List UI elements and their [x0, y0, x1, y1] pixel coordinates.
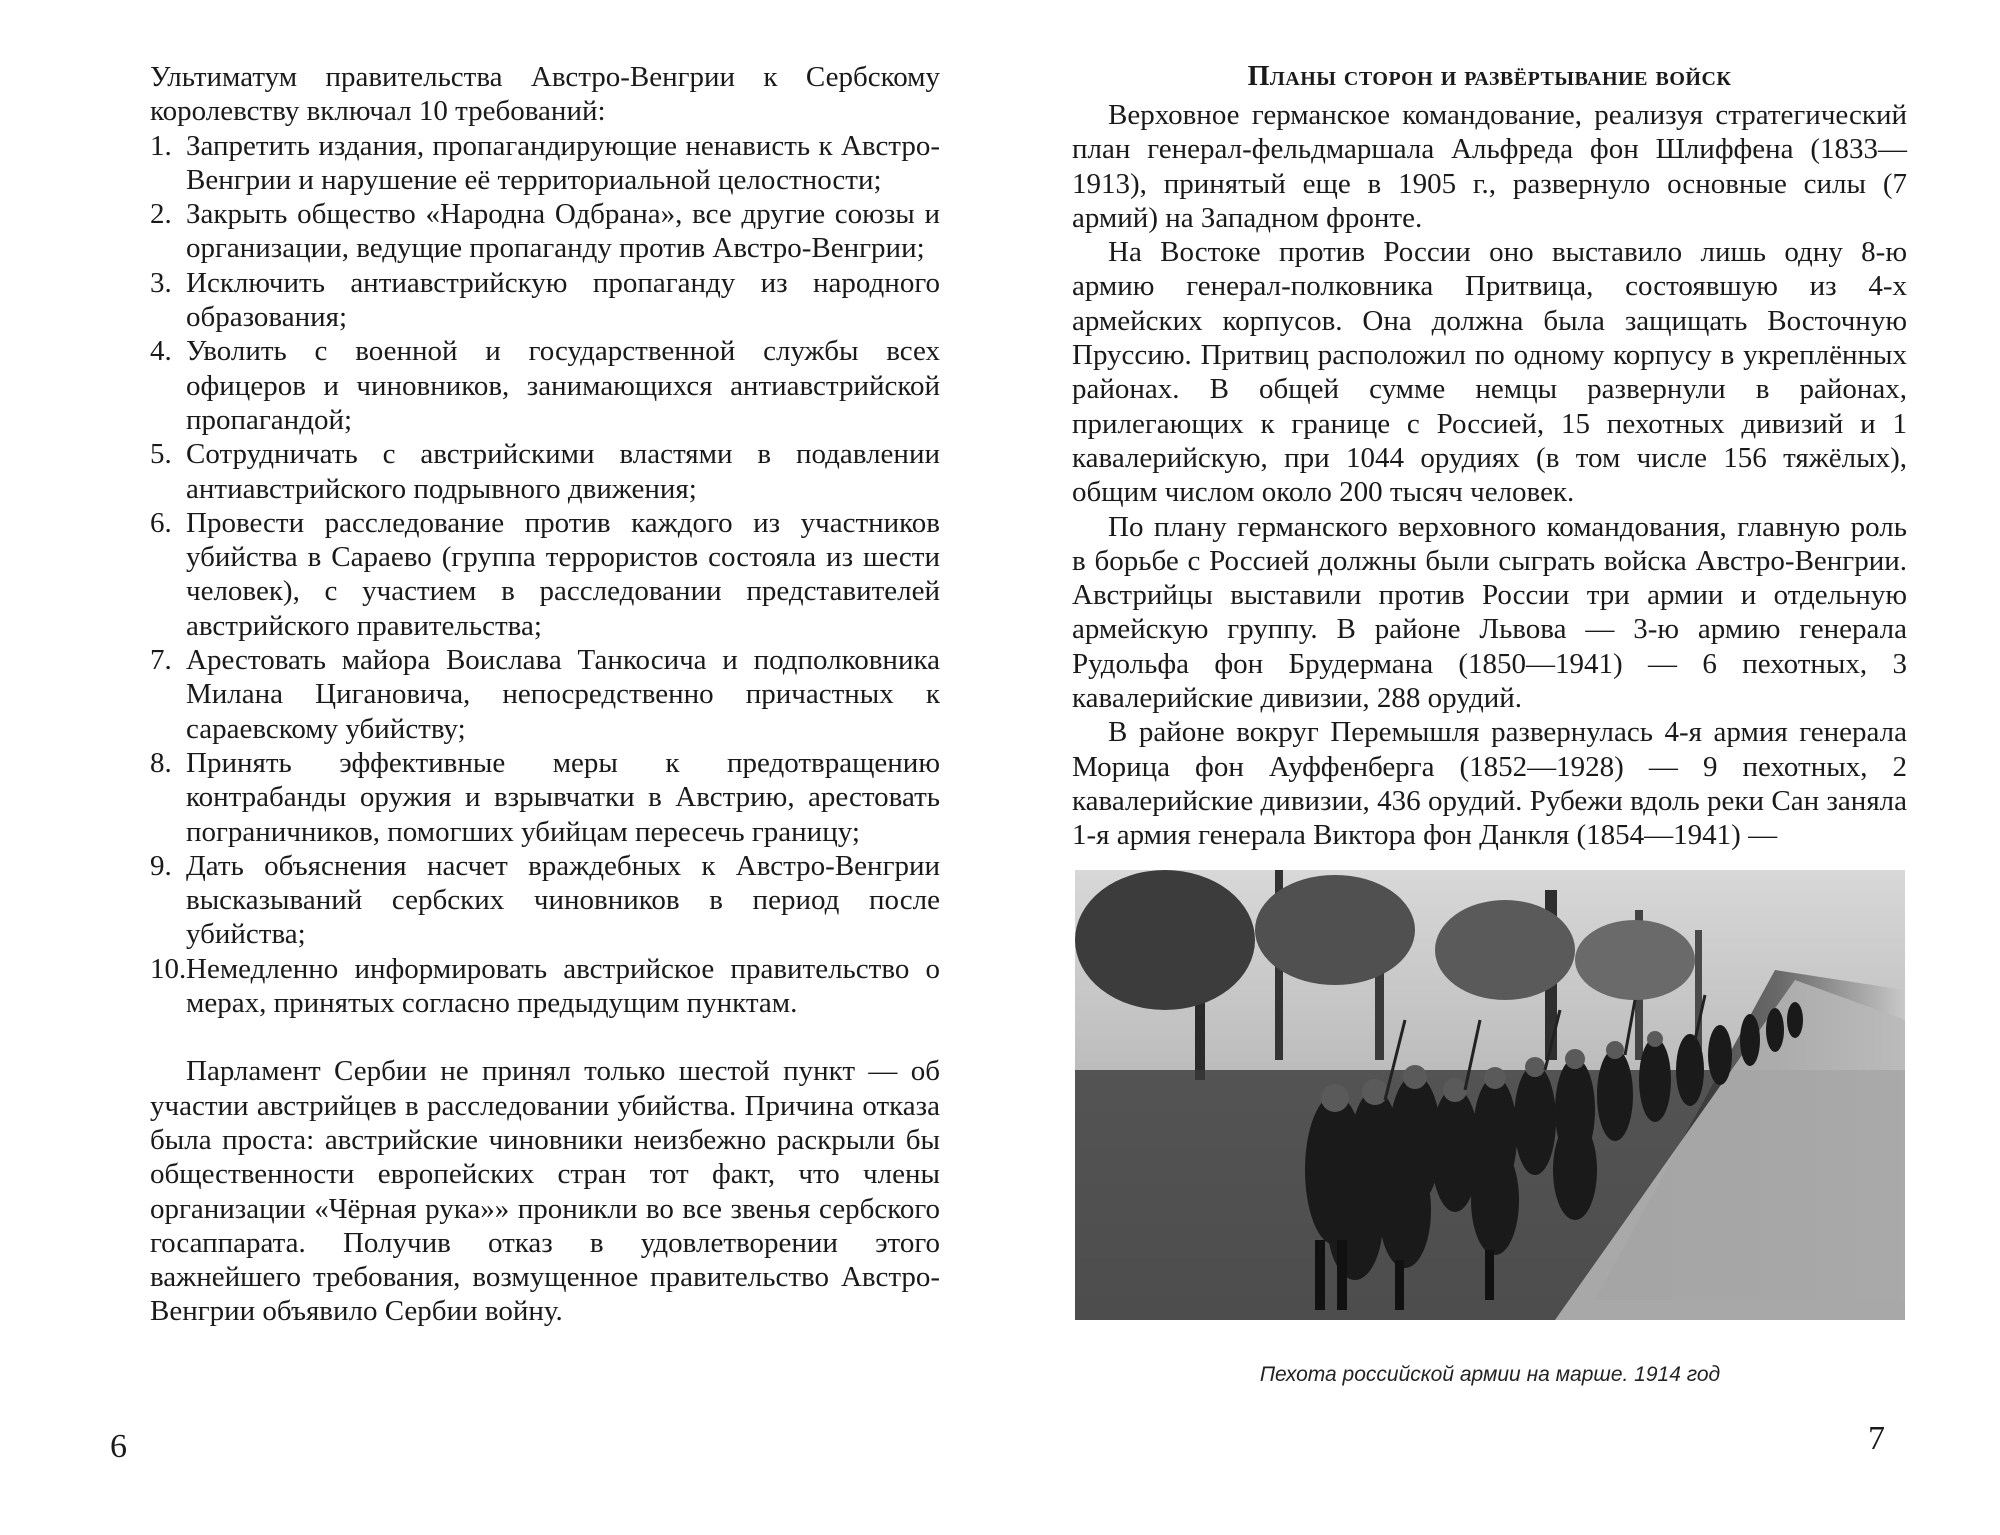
item-number: 10.: [150, 952, 187, 985]
item-text: Сотрудничать с австрийскими властями в подавлении антиавстрийского подрывного движения;: [186, 438, 940, 505]
ultimatum-intro: Ультиматум правительства Австро-Венгрии к Сербскому королевству включал 10 требований:: [150, 61, 940, 128]
list-item: [150, 266, 940, 335]
item-text: Уволить с военной и государственной службы всех офицеров и чиновников, занимающихся антиавстрийской пропагандой;: [186, 335, 940, 436]
item-text: Провести расследование против каждого из участников убийства в Сараево (группа террористов состояла из шести человек), с участием в расследовании представителей австрийского правительства;: [186, 506, 940, 642]
item-number: 1.: [150, 129, 172, 162]
paragraph-gap: [150, 1020, 940, 1054]
page-number-right: 7: [1868, 1420, 1885, 1457]
item-number: 5.: [150, 438, 172, 471]
item-number: 8.: [150, 746, 172, 779]
item-text: Запретить издания, пропагандирующие ненависть к Австро-Венгрии и нарушение её территориальной целостности;: [186, 129, 940, 196]
demands-list: [150, 129, 940, 1021]
item-number: 2.: [150, 198, 172, 231]
page-number-left: 6: [110, 1428, 127, 1465]
marching-infantry-photo: [1075, 870, 1905, 1320]
list-item: [150, 437, 940, 506]
item-text: Дать объяснения насчет враждебных к Австро-Венгрии высказываний сербских чиновников в период после убийства;: [186, 849, 940, 951]
list-item: [150, 197, 940, 266]
item-text: Немедленно информировать австрийское правительство о мерах, принятых согласно предыдущим пунктам.: [186, 952, 940, 1020]
right-text-column: [1072, 60, 1907, 853]
list-item: [150, 506, 940, 643]
body-paragraph: Верховное германское командование, реализуя стратегический план генерал-фельдмаршала Альфреда фон Шлиффена (1833—1913), принятый еще в 1905 г., развернуло основные силы (7 армий) на Западном фронте.: [1072, 99, 1907, 234]
list-item: [150, 746, 940, 849]
item-text: Закрыть общество «Народна Одбрана», все другие союзы и организации, ведущие пропаганду против Австро-Венгрии;: [186, 198, 940, 265]
list-item: [150, 952, 940, 1021]
item-text: Принять эффективные меры к предотвращению контрабанды оружия и взрывчатки в Австрию, арестовать пограничников, помогших убийцам пересечь границу;: [186, 746, 940, 848]
item-number: 9.: [150, 849, 172, 882]
item-number: 3.: [150, 266, 172, 299]
list-item: [150, 334, 940, 437]
item-text: Исключить антиавстрийскую пропаганду из народного образования;: [186, 266, 940, 334]
photo-illustration: [1075, 870, 1905, 1320]
left-text-column: [150, 60, 940, 1329]
item-number: 4.: [150, 335, 172, 368]
closing-paragraph: Парламент Сербии не принял только шестой пункт — об участии австрийцев в расследовании убийства. Причина отказа была проста: австрийские чиновники неизбежно раскрыли бы общественности европейских стран тот факт, что члены организации «Чёрная рука»» проникли во все звенья сербского госаппарата. Получив отказ в удовлетворении этого важнейшего требования, возмущенное правительство Австро-Венгрии объявило Сербии войну.: [150, 1055, 940, 1328]
photo-caption: Пехота российской армии на марше. 1914 год: [1259, 1363, 1721, 1386]
body-paragraph: В районе вокруг Перемышля развернулась 4-я армия генерала Морица фон Ауффенберга (1852—1928) — 9 пехотных, 2 кавалерийские дивизии, 436 орудий. Рубежи вдоль реки Сан заняла 1-я армия генерала Виктора фон Данкля (1854—1941) —: [1072, 716, 1907, 852]
list-item: [150, 129, 940, 198]
item-text: Арестовать майора Воислава Танкосича и подполковника Милана Цигановича, непосредственно причастных к сараевскому убийству;: [186, 644, 940, 745]
list-item: [150, 849, 940, 952]
item-number: 7.: [150, 644, 172, 677]
body-paragraph: По плану германского верховного командования, главную роль в борьбе с Россией должны были сыграть войска Австро-Венгрии. Австрийцы выставили против России три армии и отдельную армейскую группу. В районе Львова — 3-ю армию генерала Рудольфа фон Брудермана (1850—1941) — 6 пехотных, 3 кавалерийские дивизии, 288 орудий.: [1072, 510, 1907, 715]
body-paragraph: На Востоке против России оно выставило лишь одну 8-ю армию генерал-полковника Притвица, состоявшую из 4-х армейских корпусов. Она должна была защищать Восточную Пруссию. Притвиц расположил по одному корпусу в укреплённых районах. В общей сумме немцы развернули в районах, прилегающих к границе с Россией, 15 пехотных дивизий и 1 кавалерийскую, при 1044 орудиях (в том числе 156 тяжёлых), общим числом около 200 тысяч человек.: [1072, 236, 1907, 509]
section-heading: Планы сторон и развёртывание войск: [1247, 61, 1732, 92]
item-number: 6.: [150, 506, 172, 539]
list-item: [150, 643, 940, 746]
